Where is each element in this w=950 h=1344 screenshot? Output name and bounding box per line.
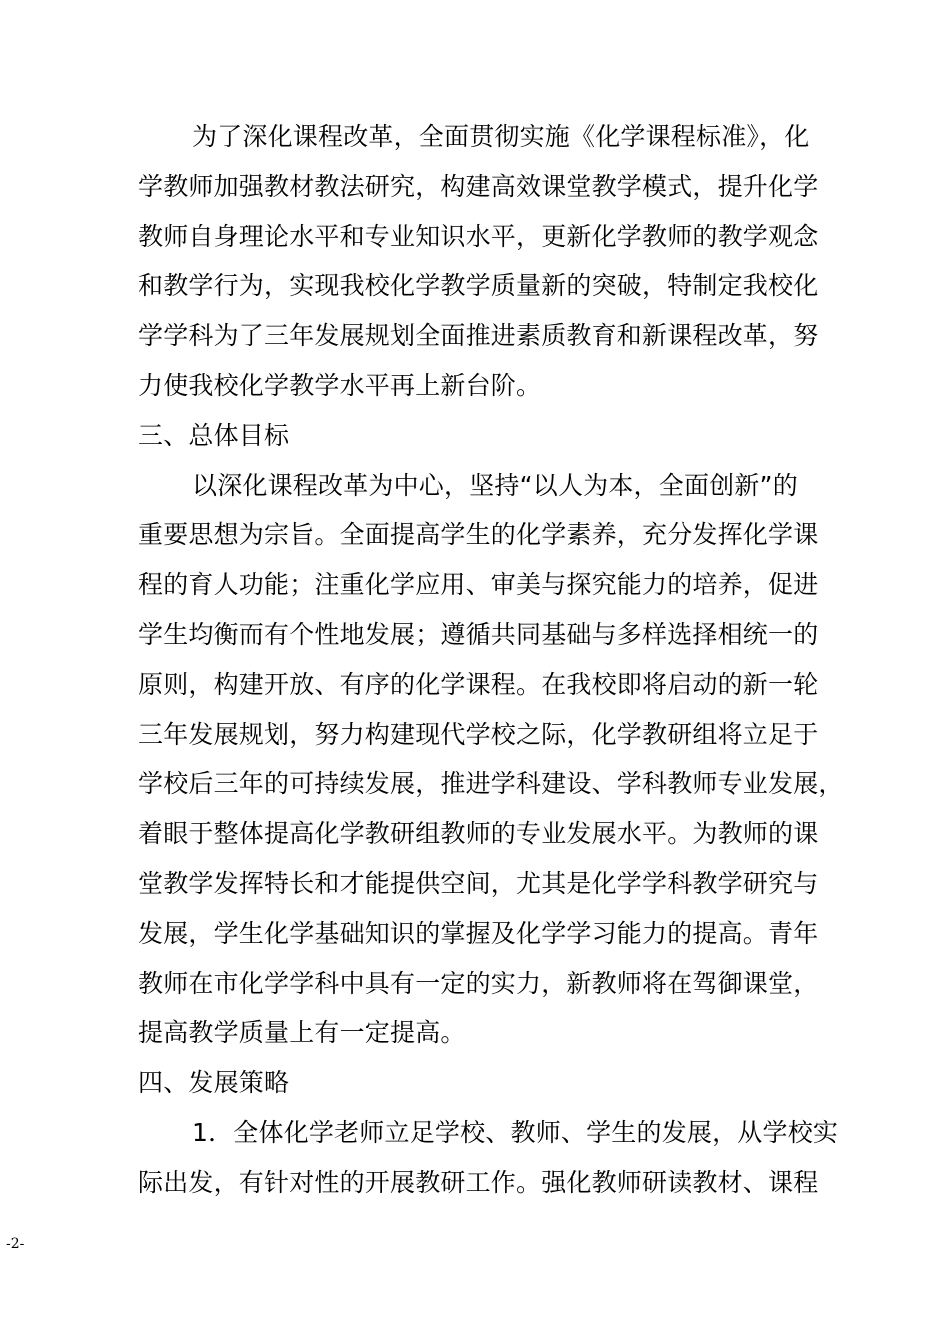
section-heading-overall-goals: 三、总体目标 (138, 420, 290, 450)
paragraph-line: 学校后三年的可持续发展，推进学科建设、学科教师专业发展， (138, 769, 844, 799)
paragraph-line: 着眼于整体提高化学教研组教师的专业发展水平。为教师的课 (138, 819, 819, 849)
paragraph-line: 发展，学生化学基础知识的掌握及化学学习能力的提高。青年 (138, 918, 819, 948)
paragraph-line: 教师在市化学学科中具有一定的实力，新教师将在驾御课堂， (138, 968, 819, 998)
section-heading-development-strategy: 四、发展策略 (138, 1068, 290, 1098)
paragraph-line: 学教师加强教材教法研究，构建高效课堂教学模式，提升化学 (138, 171, 819, 201)
paragraph-line: 际出发，有针对性的开展教研工作。强化教师研读教材、课程 (138, 1167, 819, 1197)
paragraph-line: 学生均衡而有个性地发展；遵循共同基础与多样选择相统一的 (138, 619, 819, 649)
paragraph-line: 学学科为了三年发展规划全面推进素质教育和新课程改革，努 (138, 321, 819, 351)
document-body (138, 112, 844, 1208)
paragraph-line: 为了深化课程改革，全面贯彻实施《化学课程标准》，化 (192, 122, 810, 151)
paragraph-line: 和教学行为，实现我校化学教学质量新的突破，特制定我校化 (138, 271, 819, 301)
paragraph-line: 力使我校化学教学水平再上新台阶。 (138, 370, 542, 400)
paragraph-line: 原则，构建开放、有序的化学课程。在我校即将启动的新一轮 (138, 669, 819, 699)
paragraph-line: 重要思想为宗旨。全面提高学生的化学素养，充分发挥化学课 (138, 520, 819, 550)
paragraph-line: 1．全体化学老师立足学校、教师、学生的发展，从学校实 (192, 1117, 839, 1147)
paragraph-line: 堂教学发挥特长和才能提供空间，尤其是化学学科教学研究与 (138, 868, 819, 898)
page-number: -2- (6, 1236, 25, 1252)
paragraph-line: 三年发展规划，努力构建现代学校之际，化学教研组将立足于 (138, 719, 819, 749)
paragraph-line: 程的育人功能；注重化学应用、审美与探究能力的培养，促进 (138, 570, 819, 600)
paragraph-line: 以深化课程改革为中心，坚持“以人为本，全面创新”的 (192, 470, 798, 500)
paragraph-line: 教师自身理论水平和专业知识水平，更新化学教师的教学观念 (138, 221, 819, 251)
paragraph-line: 提高教学质量上有一定提高。 (138, 1018, 466, 1048)
